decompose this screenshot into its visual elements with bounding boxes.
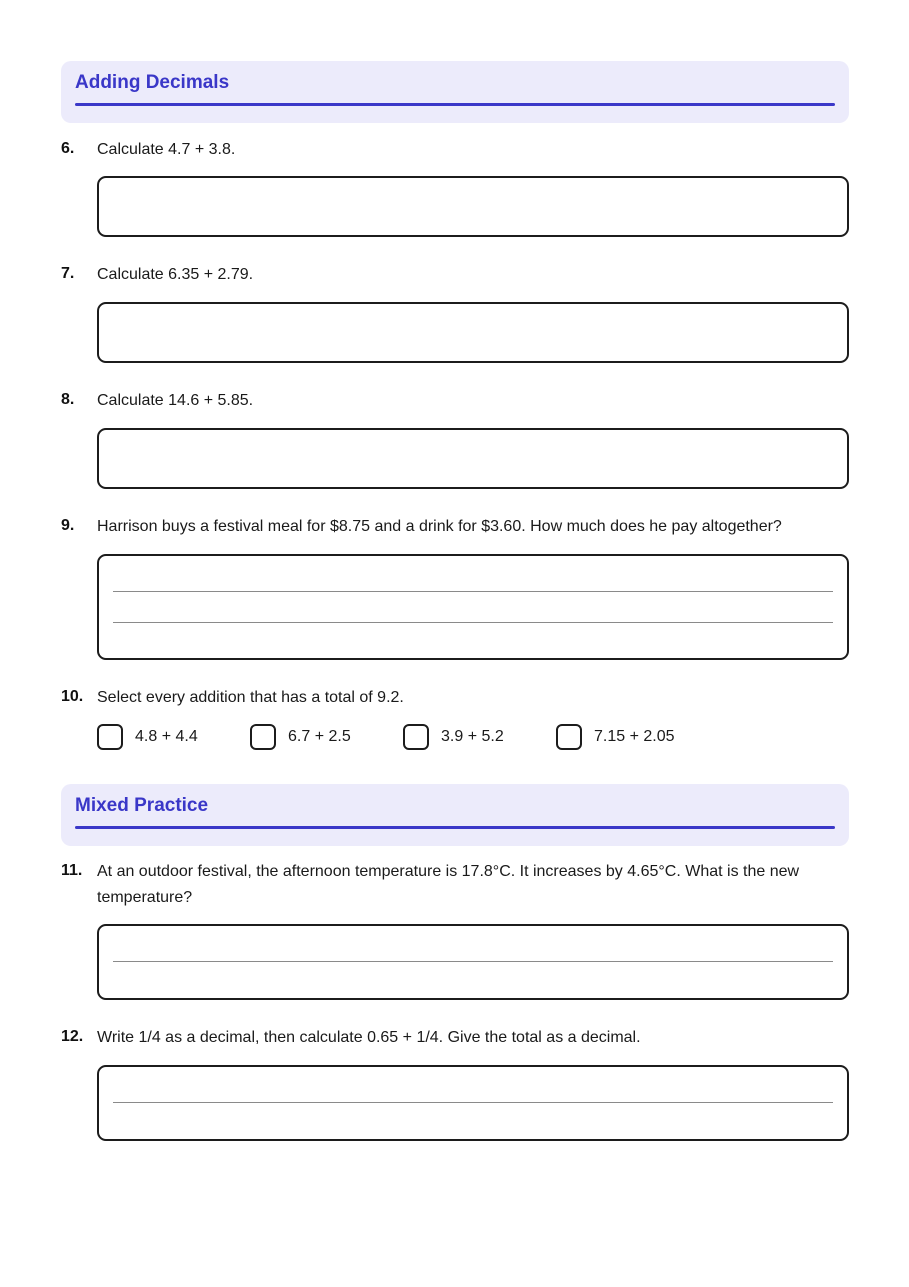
option-1[interactable] <box>97 724 198 750</box>
option-label: 3.9 + 5.2 <box>441 728 504 745</box>
option-3[interactable] <box>403 724 504 750</box>
writing-line <box>113 961 833 962</box>
question-text: Calculate 6.35 + 2.79. <box>97 266 254 283</box>
question-number: 6. <box>61 140 75 157</box>
question-text: At an outdoor festival, the afternoon temperature is 17.8°C. It increases by 4.65°C. What is the new temperature? <box>97 863 800 906</box>
checkbox[interactable] <box>97 724 123 750</box>
section-divider <box>75 103 835 106</box>
option-label: 6.7 + 2.5 <box>288 728 351 745</box>
question-number: 12. <box>61 1028 84 1045</box>
writing-line <box>113 622 833 623</box>
section-title: Mixed Practice <box>75 795 209 816</box>
question-text: Write 1/4 as a decimal, then calculate 0.65 + 1/4. Give the total as a decimal. <box>97 1029 641 1046</box>
question-number: 10. <box>61 688 84 705</box>
question-text: Harrison buys a festival meal for $8.75 and a drink for $3.60. How much does he pay altogether? <box>97 518 782 535</box>
section-title: Adding Decimals <box>75 72 230 93</box>
section-divider <box>75 826 835 829</box>
question-text: Select every addition that has a total of 9.2. <box>97 689 404 706</box>
option-label: 7.15 + 2.05 <box>594 728 675 745</box>
question-number: 7. <box>61 265 75 282</box>
option-2[interactable] <box>250 724 351 750</box>
question-number: 9. <box>61 517 75 534</box>
option-4[interactable] <box>556 724 675 750</box>
writing-line <box>113 1102 833 1103</box>
option-label: 4.8 + 4.4 <box>135 728 198 745</box>
answer-box-q6[interactable] <box>97 176 849 237</box>
section-header-mixed-practice <box>61 784 849 846</box>
answer-box-q12[interactable] <box>97 1065 849 1141</box>
section-header-adding-decimals <box>61 61 849 123</box>
writing-line <box>113 591 833 592</box>
checkbox[interactable] <box>403 724 429 750</box>
answer-box-q9[interactable] <box>97 554 849 660</box>
question-text: Calculate 4.7 + 3.8. <box>97 141 236 158</box>
answer-box-q7[interactable] <box>97 302 849 363</box>
question-number: 8. <box>61 391 75 408</box>
question-number: 11. <box>61 862 83 879</box>
checkbox[interactable] <box>556 724 582 750</box>
question-text: Calculate 14.6 + 5.85. <box>97 392 254 409</box>
checkbox[interactable] <box>250 724 276 750</box>
answer-box-q11[interactable] <box>97 924 849 1000</box>
answer-box-q8[interactable] <box>97 428 849 489</box>
